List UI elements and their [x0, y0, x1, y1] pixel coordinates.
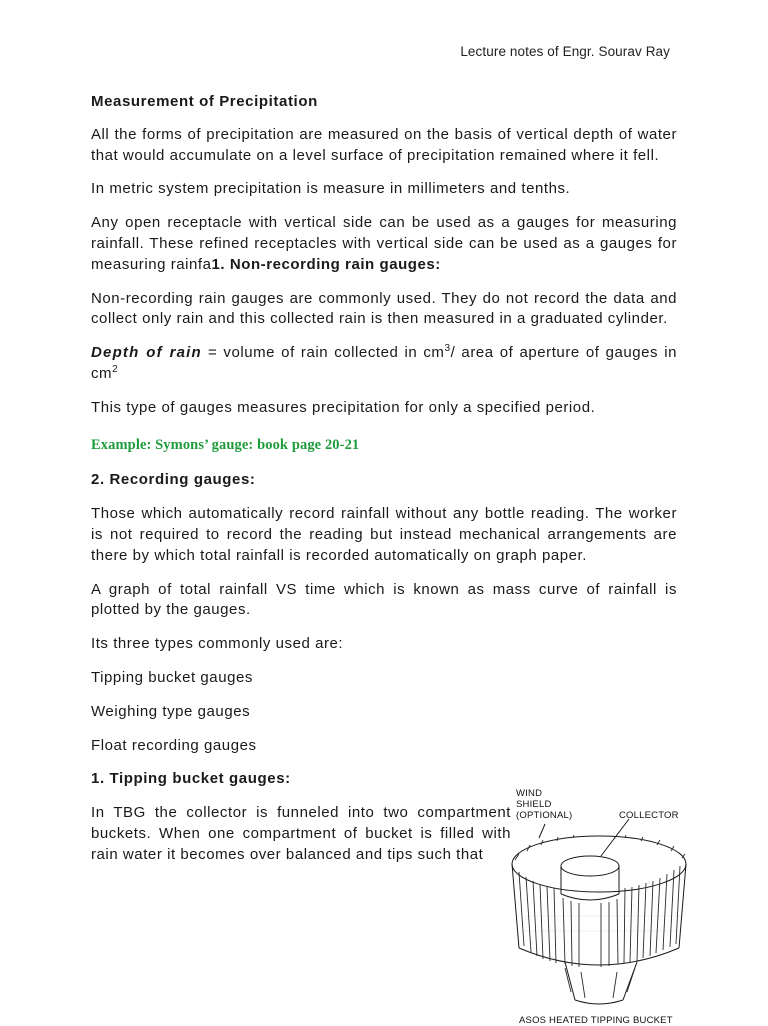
- receptacle-text: Any open receptacle with vertical side can be used as a gauges for measuring rainfall. These refined receptacles with vertical side can be used as a gauges for measuring rainfa: [91, 214, 677, 273]
- list-item-weighing: Weighing type gauges: [91, 702, 251, 720]
- heading-tipping-bucket: 1. Tipping bucket gauges:: [91, 770, 291, 788]
- label-optional: (OPTIONAL): [516, 810, 573, 821]
- paragraph-specified-period: This type of gauges measures precipitation for only a specified period.: [91, 398, 596, 416]
- depth-of-rain-formula: [91, 343, 677, 385]
- paragraph-tbg: In TBG the collector is funneled into two compartment buckets. When one compartment of bucket is filled with rain water it becomes over balanced and tips such that: [91, 804, 511, 863]
- paragraph-metric: In metric system precipitation is measure in millimeters and tenths.: [91, 180, 571, 198]
- page-header: Lecture notes of Engr. Sourav Ray: [460, 44, 670, 59]
- figure-caption: ASOS HEATED TIPPING BUCKET: [519, 1015, 673, 1026]
- label-wind: WIND: [516, 788, 543, 799]
- heading-non-recording: 1. Non-recording rain gauges:: [211, 255, 441, 273]
- depth-term: Depth of rain: [91, 344, 202, 362]
- tipping-bucket-figure: [505, 786, 695, 1024]
- document-body: [91, 92, 677, 866]
- paragraph-mass-curve: A graph of total rainfall VS time which is known as mass curve of rainfall is plotted by the gauges.: [91, 580, 677, 619]
- rain-gauge-drawing: [505, 786, 695, 1012]
- example-note: Example: Symons’ gauge: book page 20-21: [91, 436, 360, 453]
- list-item-float: Float recording gauges: [91, 736, 257, 754]
- paragraph-receptacle: [91, 213, 677, 275]
- list-item-tipping-bucket: Tipping bucket gauges: [91, 668, 253, 686]
- depth-eq: = volume of rain collected in cm: [201, 344, 445, 362]
- page-title: Measurement of Precipitation: [91, 93, 318, 110]
- depth-mid: / area of aperture of gauges in cm: [91, 344, 677, 382]
- label-collector: COLLECTOR: [619, 810, 679, 821]
- heading-recording-gauges: 2. Recording gauges:: [91, 471, 256, 489]
- paragraph-recording: Those which automatically record rainfall without any bottle reading. The worker is not required to record the reading but instead mechanical arrangements are there by which total rainfall is recorded automatically on graph paper.: [91, 505, 677, 564]
- depth-sup-2: 2: [112, 363, 119, 375]
- paragraph-non-recording: Non-recording rain gauges are commonly used. They do not record the data and collect only rain and this collected rain is then measured in a graduated cylinder.: [91, 289, 677, 328]
- label-shield: SHIELD: [516, 799, 552, 810]
- depth-sup-3: 3: [444, 343, 451, 355]
- paragraph-intro: All the forms of precipitation are measured on the basis of vertical depth of water that would accumulate on a level surface of precipitation remained where it fell.: [91, 125, 677, 164]
- paragraph-three-types: Its three types commonly used are:: [91, 635, 344, 653]
